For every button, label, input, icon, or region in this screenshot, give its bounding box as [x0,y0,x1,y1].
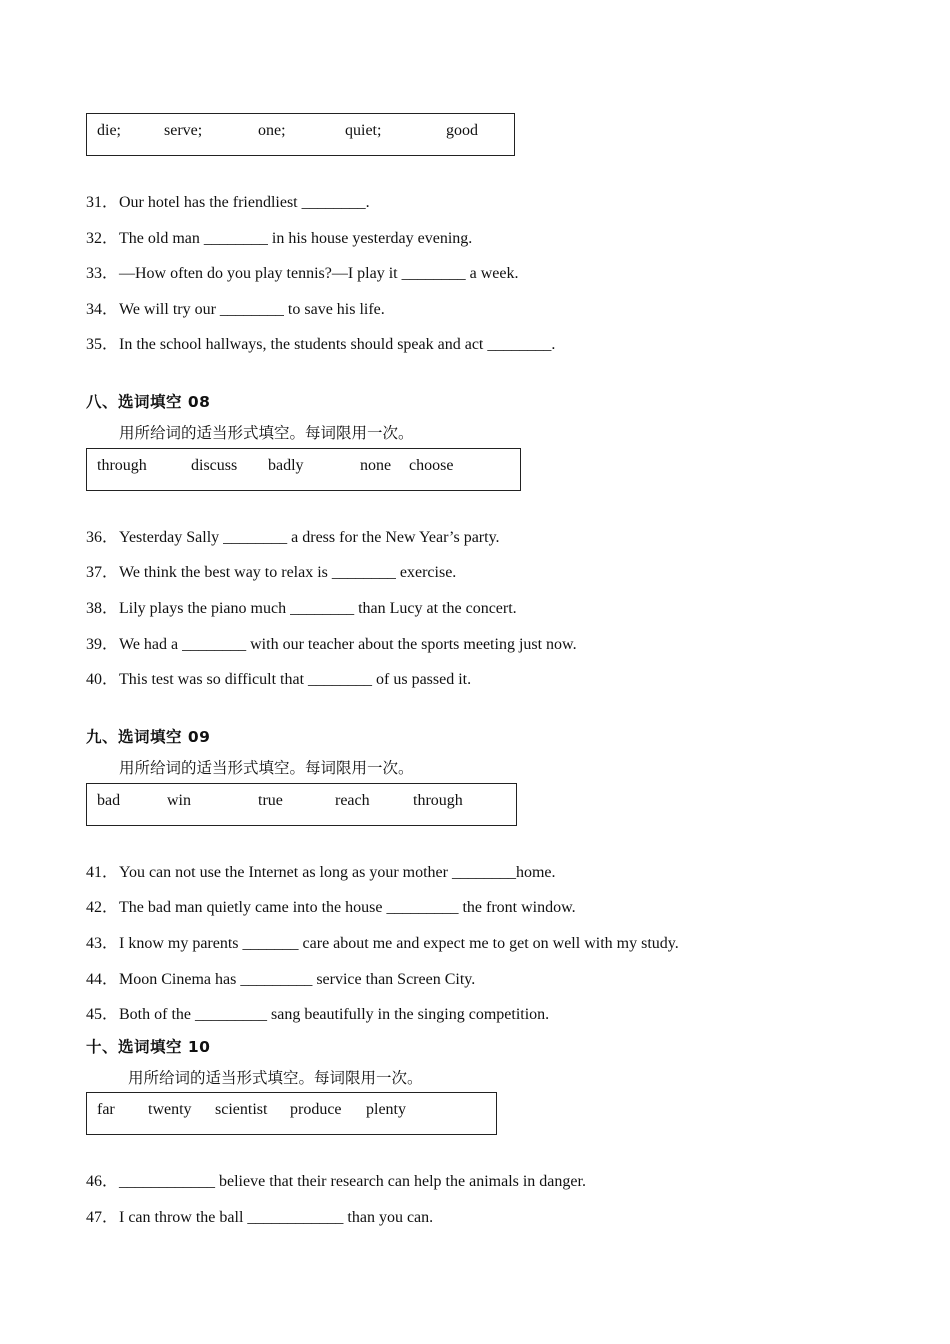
word-option: through [97,457,147,474]
question-43: 43．I know my parents _______ care about me and expect me to get on well with my study. [86,935,679,952]
question-35: 35．In the school hallways, the students should speak and act ________. [86,336,556,353]
word-option: badly [268,457,304,474]
word-option: true [258,792,283,809]
question-37: 37．We think the best way to relax is ________ exercise. [86,564,457,581]
word-option: win [167,792,191,809]
question-31: 31．Our hotel has the friendliest ________. [86,194,370,211]
question-41: 41．You can not use the Internet as long as your mother ________home. [86,864,556,881]
word-option: none [360,457,392,474]
word-option: discuss [191,457,238,474]
word-option: through [413,792,463,809]
word-option: quiet; [345,122,382,139]
word-box-section-8 [86,448,521,491]
section-heading-9: 九、选词填空 09 [86,728,211,746]
question-47: 47．I can throw the ball ____________ than you can. [86,1209,434,1226]
word-option: plenty [366,1101,406,1118]
word-option: bad [97,792,121,809]
question-39: 39．We had a ________ with our teacher about the sports meeting just now. [86,636,577,653]
word-box-section-9 [86,783,517,826]
question-32: 32．The old man ________ in his house yesterday evening. [86,230,473,247]
word-option: choose [409,457,454,474]
question-36: 36．Yesterday Sally ________ a dress for the New Year’s party. [86,529,500,546]
question-33: 33．—How often do you play tennis?—I play it ________ a week. [86,265,519,282]
question-45: 45．Both of the _________ sang beautifully in the singing competition. [86,1006,550,1023]
word-option: twenty [148,1101,192,1118]
word-box-section-7 [86,113,515,156]
word-option: good [446,122,478,139]
section-instruction-9: 用所给词的适当形式填空。每词限用一次。 [119,759,414,777]
word-box-section-10 [86,1092,497,1135]
word-option: produce [290,1101,342,1118]
word-option: die; [97,122,121,139]
section-heading-10: 十、选词填空 10 [86,1038,211,1056]
question-44: 44．Moon Cinema has _________ service than Screen City. [86,971,476,988]
word-option: one; [258,122,286,139]
word-option: serve; [164,122,203,139]
section-heading-8: 八、选词填空 08 [86,393,211,411]
question-38: 38．Lily plays the piano much ________ than Lucy at the concert. [86,600,517,617]
question-46: 46．____________ believe that their research can help the animals in danger. [86,1173,586,1190]
word-option: far [97,1101,115,1118]
question-42: 42．The bad man quietly came into the house _________ the front window. [86,899,576,916]
section-instruction-10: 用所给词的适当形式填空。每词限用一次。 [128,1069,423,1087]
question-34: 34．We will try our ________ to save his life. [86,301,385,318]
question-40: 40．This test was so difficult that ________ of us passed it. [86,671,472,688]
section-instruction-8: 用所给词的适当形式填空。每词限用一次。 [119,424,414,442]
word-option: scientist [215,1101,268,1118]
word-option: reach [335,792,370,809]
